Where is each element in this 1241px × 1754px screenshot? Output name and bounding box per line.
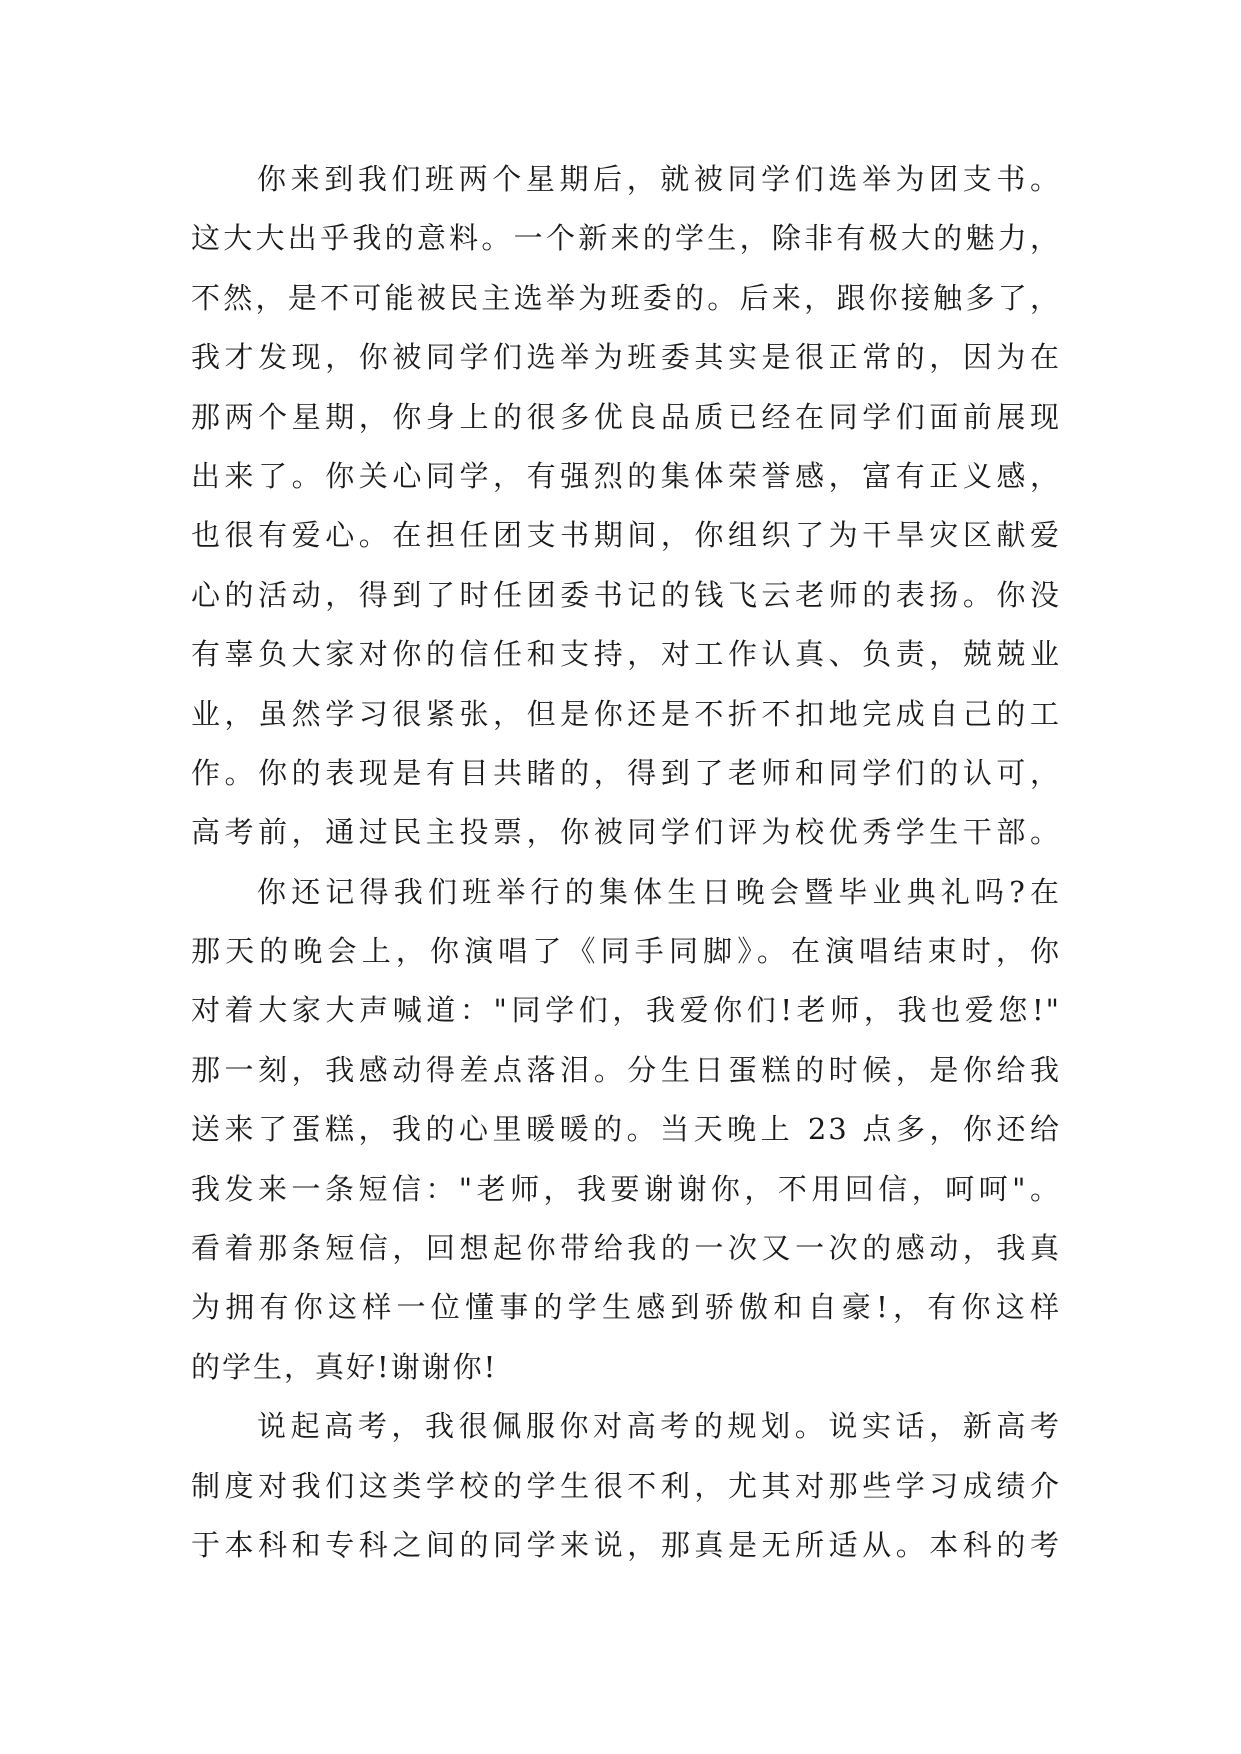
text-line: 我发来一条短信："老师，我要谢谢你，不用回信，呵呵"。 [191,1171,1061,1206]
text-line: 制度对我们这类学校的学生很不利，尤其对那些学习成绩介 [191,1468,1061,1503]
paragraph [191,863,1061,1398]
text-line: 业，虽然学习很紧张，但是你还是不折不扣地完成自己的工 [191,696,1061,731]
paragraph [191,1397,1061,1575]
text-line: 也很有爱心。在担任团支书期间，你组织了为干旱灾区献爱 [191,518,1061,553]
text-line: 的学生，真好!谢谢你! [191,1349,498,1384]
text-line: 那一刻，我感动得差点落泪。分生日蛋糕的时候，是你给我 [191,1052,1061,1087]
text-line: 这大大出乎我的意料。一个新来的学生，除非有极大的魅力， [191,221,1061,256]
text-line: 你还记得我们班举行的集体生日晚会暨毕业典礼吗?在 [257,874,1061,909]
text-line: 高考前，通过民主投票，你被同学们评为校优秀学生干部。 [191,815,1061,850]
text-line: 出来了。你关心同学，有强烈的集体荣誉感，富有正义感， [191,458,1061,493]
text-line: 心的活动，得到了时任团委书记的钱飞云老师的表扬。你没 [191,577,1061,612]
text-line: 那两个星期，你身上的很多优良品质已经在同学们面前展现 [191,399,1061,434]
text-line: 有辜负大家对你的信任和支持，对工作认真、负责，兢兢业 [191,637,1061,672]
text-line: 说起高考，我很佩服你对高考的规划。说实话，新高考 [257,1409,1061,1444]
text-line: 那天的晚会上，你演唱了《同手同脚》。在演唱结束时，你 [191,934,1061,969]
text-line: 你来到我们班两个星期后，就被同学们选举为团支书。 [257,162,1061,196]
text-line: 看着那条短信，回想起你带给我的一次又一次的感动，我真 [191,1231,1061,1266]
text-line: 作。你的表现是有目共睹的，得到了老师和同学们的认可， [191,755,1061,790]
text-line: 于本科和专科之间的同学来说，那真是无所适从。本科的考 [191,1527,1061,1562]
text-line: 送来了蛋糕，我的心里暖暖的。当天晚上 23 点多，你还给 [191,1112,1061,1147]
text-line: 不然，是不可能被民主选举为班委的。后来，跟你接触多了， [191,280,1061,315]
body-text [191,150,1061,1575]
text-line: 对着大家大声喊道："同学们，我爱你们!老师，我也爱您!" [191,993,1061,1028]
text-line: 为拥有你这样一位懂事的学生感到骄傲和自豪!，有你这样 [191,1290,1061,1325]
paragraph [191,150,1061,863]
text-line: 我才发现，你被同学们选举为班委其实是很正常的，因为在 [191,340,1061,375]
